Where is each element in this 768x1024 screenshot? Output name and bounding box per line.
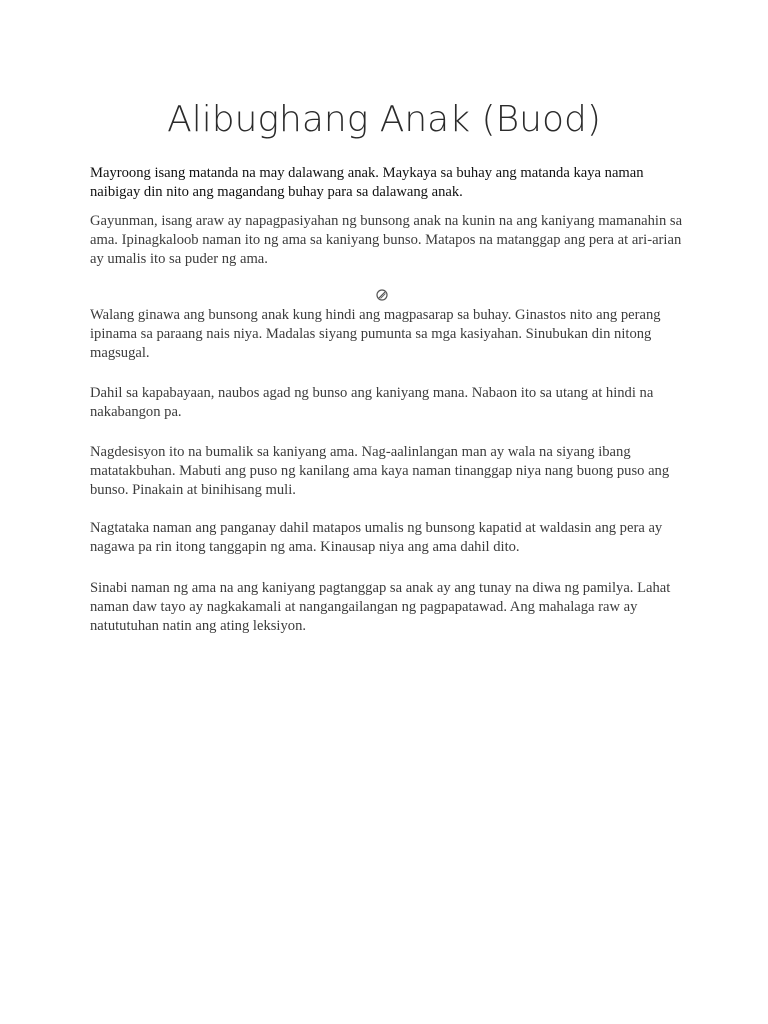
paragraph-2: Gayunman, isang araw ay napagpasiyahan ng bunsong anak na kunin na ang kaniyang mamanahin sa ama. Ipinagkaloob naman ito ng ama sa kaniyang bunso. Matapos na matanggap ang pera at ari-arian ay umalis ito sa puder ng ama. xyxy=(90,213,683,267)
paragraph-3: Walang ginawa ang bunsong anak kung hindi ang magpasarap sa buhay. Ginastos nito ang perang ipinama sa paraang nais niya. Madalas siyang pumunta sa mga kasiyahan. Sinubukan din nitong magsugal. xyxy=(90,307,661,361)
paragraph-4: Dahil sa kapabayaan, naubos agad ng bunso ang kaniyang mana. Nabaon ito sa utang at hindi na nakabangon pa. xyxy=(90,385,654,420)
paragraph-5: Nagdesisyon ito na bumalik sa kaniyang ama. Nag-aalinlangan man ay wala na siyang ibang matatakbuhan. Mabuti ang puso ng kanilang ama kaya naman tinanggap niya nang buong puso ang bunso. Pinakain at binihisang muli. xyxy=(90,444,670,498)
paragraph-7: Sinabi naman ng ama na ang kaniyang pagtanggap sa anak ay ang tunay na diwa ng pamilya. Lahat naman daw tayo ay nagkakamali at nangangailangan ng pagpapatawad. Ang mahalaga raw ay natututuhan natin ang ating leksiyon. xyxy=(90,580,671,634)
paragraph-6: Nagtataka naman ang panganay dahil matapos umalis ng bunsong kapatid at waldasin ang pera ay nagawa pa rin itong tanggapin ng ama. Kinausap niya ang ama dahil dito. xyxy=(90,520,663,555)
circle-slash-icon xyxy=(376,289,388,301)
document-title: Alibughang Anak (Buod) xyxy=(167,99,601,140)
paragraph-1: Mayroong isang matanda na may dalawang anak. Maykaya sa buhay ang matanda kaya naman naibigay din nito ang magandang buhay para sa dalawang anak. xyxy=(90,165,644,200)
